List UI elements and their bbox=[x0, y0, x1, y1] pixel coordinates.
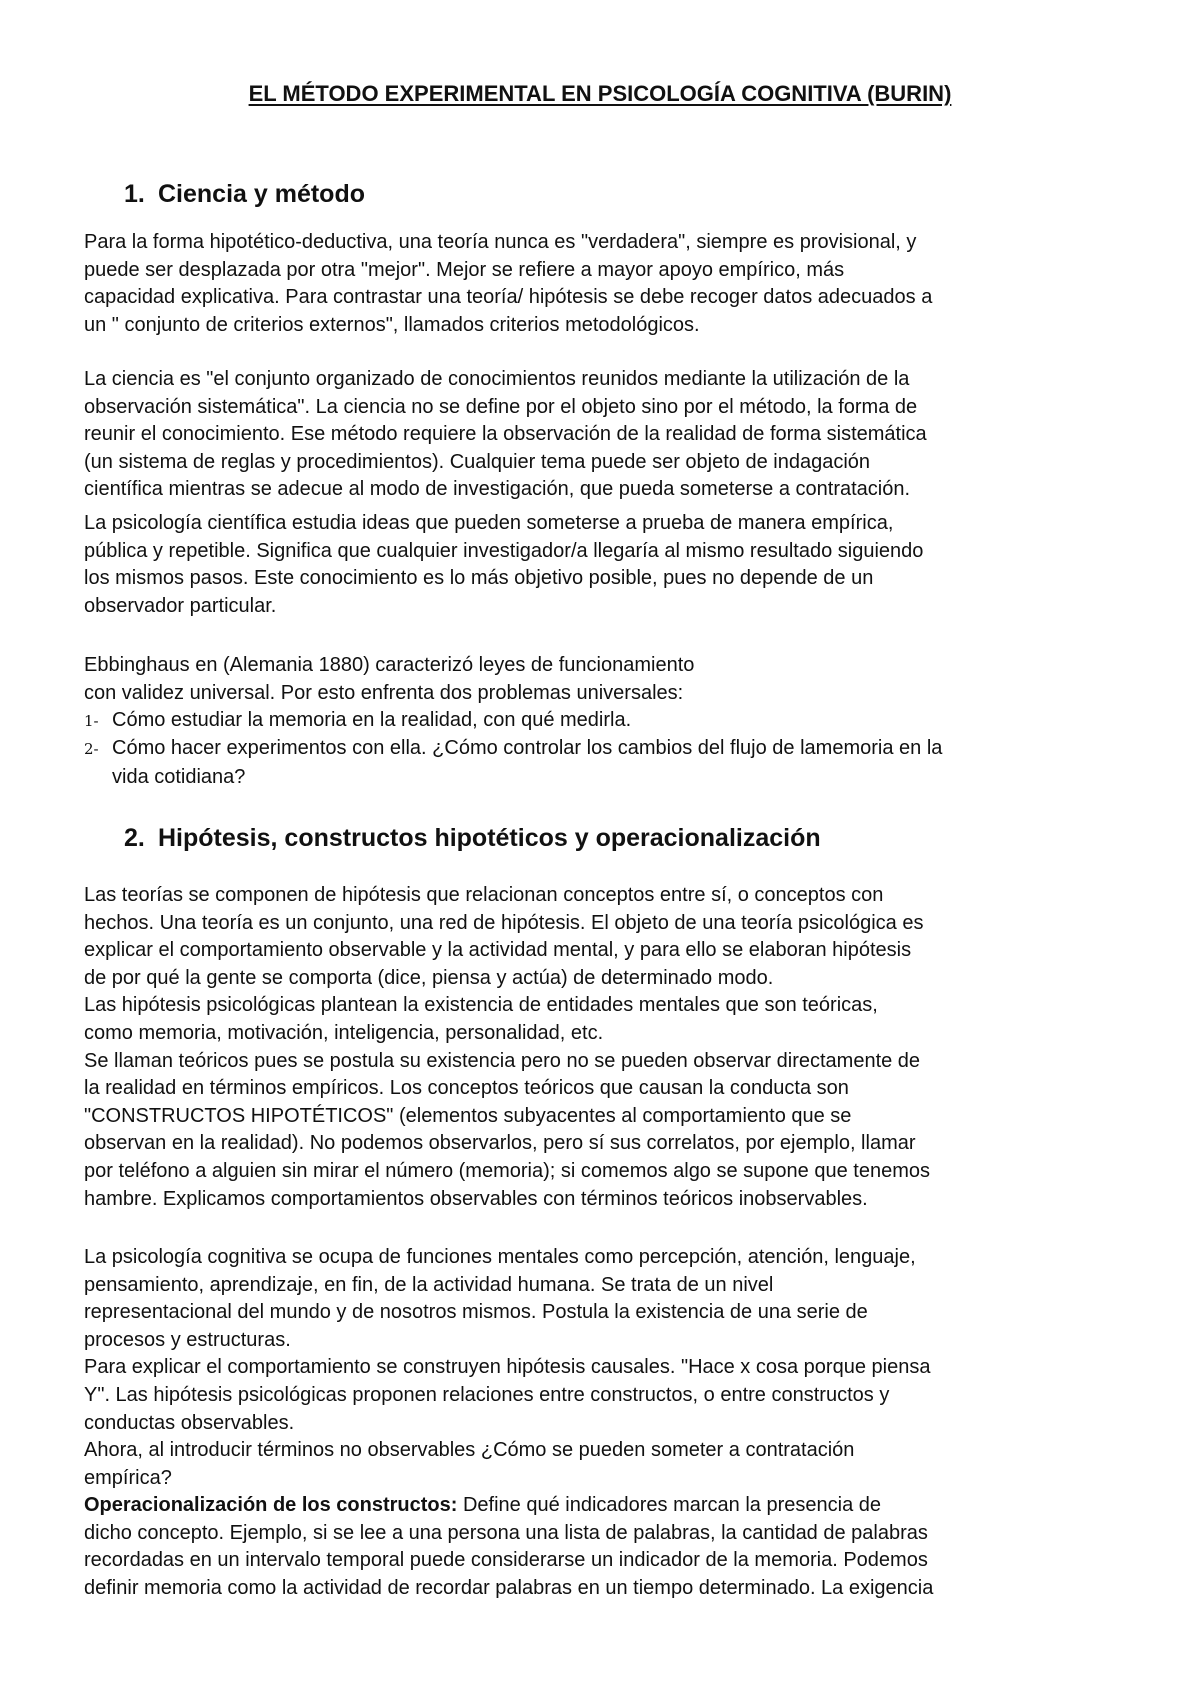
text-line: conductas observables. bbox=[84, 1411, 295, 1434]
text-line: empírica? bbox=[84, 1466, 172, 1489]
document-title: EL MÉTODO EXPERIMENTAL EN PSICOLOGÍA COGNITIVA (BURIN) bbox=[248, 81, 952, 106]
text-line: pensamiento, aprendizaje, en fin, de la actividad humana. Se trata de un nivel bbox=[84, 1273, 774, 1296]
operationalization-definition: Define qué indicadores marcan la presencia de bbox=[457, 1494, 882, 1516]
text-line: La psicología cognitiva se ocupa de funciones mentales como percepción, atención, lenguaje, bbox=[84, 1246, 916, 1268]
text-line: Las teorías se componen de hipótesis que relacionan conceptos entre sí, o conceptos con bbox=[84, 884, 884, 906]
text-line: como memoria, motivación, inteligencia, personalidad, etc. bbox=[84, 1021, 604, 1044]
section-1-paragraph-4 bbox=[84, 652, 1144, 707]
text-line: la realidad en términos empíricos. Los conceptos teóricos que causan la conducta son bbox=[84, 1077, 849, 1100]
text-line: recordadas en un intervalo temporal puede considerarse un indicador de la memoria. Podemos bbox=[84, 1549, 928, 1572]
text-line: capacidad explicativa. Para contrastar una teoría/ hipótesis se debe recoger datos adecuados a bbox=[84, 286, 933, 309]
text-line: procesos y estructuras. bbox=[84, 1328, 291, 1351]
section-2-paragraph-2 bbox=[84, 1244, 1144, 1492]
text-line: Para la forma hipotético-deductiva, una teoría nunca es "verdadera", siempre es provisional, y bbox=[84, 231, 917, 253]
text-line: con validez universal. Por esto enfrenta dos problemas universales: bbox=[84, 681, 684, 704]
text-line: Ebbinghaus en (Alemania 1880) caracterizó leyes de funcionamiento bbox=[84, 654, 695, 676]
text-line: reunir el conocimiento. Ese método requiere la observación de la realidad de forma sistemática bbox=[84, 423, 927, 446]
text-line: hechos. Una teoría es un conjunto, una red de hipótesis. El objeto de una teoría psicológica es bbox=[84, 911, 924, 934]
text-line: observan en la realidad). No podemos observarlos, pero sí sus correlatos, por ejemplo, llamar bbox=[84, 1132, 916, 1155]
section-2-number: 2. bbox=[124, 824, 145, 852]
section-1-number: 1. bbox=[124, 180, 145, 208]
text-line: científica mientras se adecue al modo de investigación, que pueda someterse a contratación. bbox=[84, 478, 911, 501]
text-line: por teléfono a alguien sin mirar el número (memoria); si comemos algo se supone que tenemos bbox=[84, 1159, 930, 1182]
text-line: La ciencia es "el conjunto organizado de conocimientos reunidos mediante la utilización de la bbox=[84, 368, 910, 390]
text-line: La psicología científica estudia ideas que pueden someterse a prueba de manera empírica, bbox=[84, 512, 894, 534]
text-line: "CONSTRUCTOS HIPOTÉTICOS" (elementos subyacentes al comportamiento que se bbox=[84, 1104, 852, 1127]
text-line: los mismos pasos. Este conocimiento es lo más objetivo posible, pues no depende de un bbox=[84, 567, 874, 590]
text-line: un " conjunto de criterios externos", llamados criterios metodológicos. bbox=[84, 313, 700, 336]
text-line bbox=[84, 1492, 1144, 1520]
text-line: hambre. Explicamos comportamientos observables con términos teóricos inobservables. bbox=[84, 1187, 868, 1210]
section-1-heading bbox=[124, 178, 365, 210]
text-line: Para explicar el comportamiento se construyen hipótesis causales. "Hace x cosa porque piensa bbox=[84, 1356, 931, 1379]
list-item bbox=[84, 707, 631, 736]
section-2-title: Hipótesis, constructos hipotéticos y operacionalización bbox=[158, 824, 821, 852]
section-1-paragraph-2 bbox=[84, 366, 1144, 504]
list-item-text: Cómo hacer experimentos con ella. ¿Cómo controlar los cambios del flujo de lamemoria en la bbox=[112, 737, 943, 759]
text-line: Y". Las hipótesis psicológicas proponen relaciones entre constructos, o entre constructos y bbox=[84, 1383, 890, 1406]
section-1-title: Ciencia y método bbox=[158, 180, 365, 208]
text-line: puede ser desplazada por otra "mejor". Mejor se refiere a mayor apoyo empírico, más bbox=[84, 258, 845, 281]
list-marker: 1- bbox=[84, 712, 99, 730]
text-line: representacional del mundo y de nosotros mismos. Postula la existencia de una serie de bbox=[84, 1301, 868, 1324]
section-2-paragraph-3 bbox=[84, 1492, 1144, 1602]
operationalization-term: Operacionalización de los constructos: bbox=[84, 1494, 458, 1516]
section-1-paragraph-1 bbox=[84, 229, 1144, 339]
text-line: Ahora, al introducir términos no observables ¿Cómo se pueden someter a contratación bbox=[84, 1439, 855, 1462]
text-line: pública y repetible. Significa que cualquier investigador/a llegaría al mismo resultado siguiendo bbox=[84, 539, 924, 562]
list-item-text: vida cotidiana? bbox=[112, 765, 246, 788]
list-item bbox=[84, 735, 942, 791]
section-2-paragraph-1 bbox=[84, 882, 1144, 1213]
section-1-paragraph-3 bbox=[84, 510, 1144, 620]
section-2-heading bbox=[124, 822, 821, 854]
text-line: observador particular. bbox=[84, 594, 277, 617]
text-line: de por qué la gente se comporta (dice, piensa y actúa) de determinado modo. bbox=[84, 966, 774, 989]
text-line: dicho concepto. Ejemplo, si se lee a una persona una lista de palabras, la cantidad de palabras bbox=[84, 1521, 928, 1544]
text-line: Las hipótesis psicológicas plantean la existencia de entidades mentales que son teóricas, bbox=[84, 994, 878, 1017]
text-line: explicar el comportamiento observable y la actividad mental, y para ello se elaboran hipótesis bbox=[84, 939, 912, 962]
text-line: observación sistemática". La ciencia no se define por el objeto sino por el método, la forma de bbox=[84, 395, 918, 418]
text-line: definir memoria como la actividad de recordar palabras en un tiempo determinado. La exigencia bbox=[84, 1576, 934, 1599]
list-item-text: Cómo estudiar la memoria en la realidad, con qué medirla. bbox=[112, 709, 632, 731]
list-marker: 2- bbox=[84, 740, 99, 758]
text-line: Se llaman teóricos pues se postula su existencia pero no se pueden observar directamente de bbox=[84, 1049, 921, 1072]
text-line: (un sistema de reglas y procedimientos). Cualquier tema puede ser objeto de indagación bbox=[84, 450, 871, 473]
